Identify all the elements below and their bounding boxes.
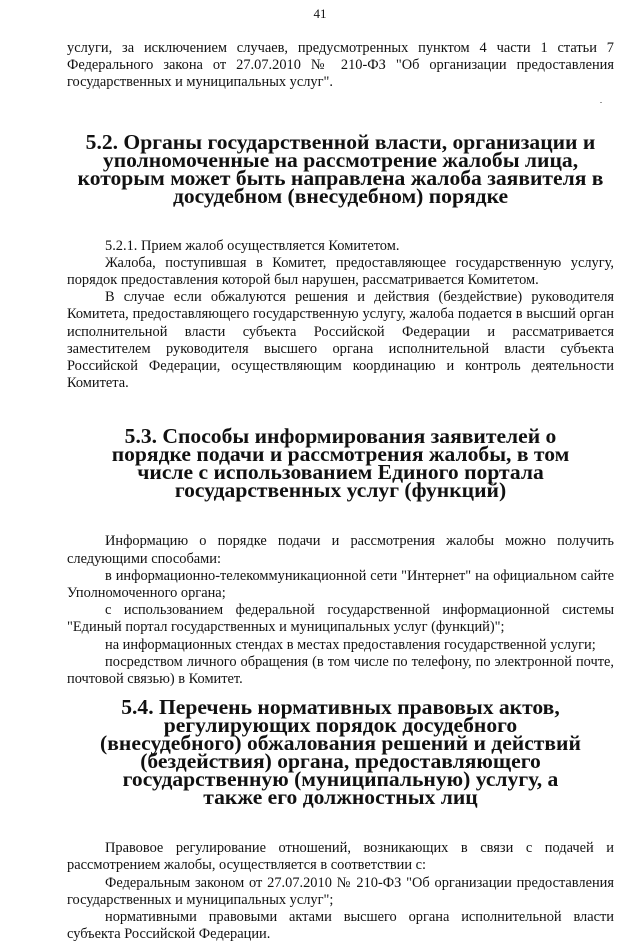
section-5-3-paragraph-2: в информационно-телекоммуникационной сети "Интернет" на официальном сайте Уполномоченного органа; (67, 567, 614, 602)
section-5-4-paragraph-1: Правовое регулирование отношений, возникающих в связи с подачей и рассмотрением жалобы, осуществляется в соответствии с: (67, 840, 614, 874)
section-5-4-paragraph-2: Федеральным законом от 27.07.2010 № 210-ФЗ "Об организации предоставления государственных и муниципальных услуг"; (67, 874, 614, 908)
intro-paragraph: услуги, за исключением случаев, предусмотренных пунктом 4 части 1 статьи 7 Федерального закона от 27.07.2010 № 210-ФЗ "Об организации предоставления государственных и муниципальных услуг". (67, 40, 614, 91)
document-body (67, 40, 614, 943)
section-5-4-heading: 5.4. Перечень нормативных правовых актов, регулирующих порядок досудебного (внесудебного) обжалования решений и действий (бездействия) органа, предоставляющего государственную (муниципальную) услугу, а также его должностных лиц (100, 695, 581, 810)
section-5-3-paragraph-4: на информационных стендах в местах предоставления государственной услуги; (105, 636, 596, 653)
section-5-2-paragraph-3: В случае если обжалуются решения и действия (бездействие) руководителя Комитета, предоставляющего государственную услугу, жалоба подается в высший орган исполнительной власти субъекта Российской Федерации и рассматривается заместителем руководителя высшего органа исполнительной власти субъекта Российской Федерации, осуществляющим координацию и контроль деятельности Комитета. (67, 289, 614, 392)
page-number: 41 (313, 6, 327, 21)
section-5-2-heading: 5.2. Органы государственной власти, организации и уполномоченные на рассмотрение жалобы лица, которым может быть направлена жалоба заявителя в досудебном (внесудебном) порядке (77, 129, 604, 208)
section-5-3-paragraph-5: посредством личного обращения (в том числе по телефону, по электронной почте, почтовой связью) в Комитет. (67, 653, 614, 688)
section-5-3-paragraph-1: Информацию о порядке подачи и рассмотрения жалобы можно получить следующими способами: (67, 533, 614, 567)
section-5-2-paragraph-1: 5.2.1. Прием жалоб осуществляется Комитетом. (105, 237, 400, 254)
section-5-3-paragraph-3: с использованием федеральной государственной информационной системы "Единый портал государственных и муниципальных услуг (функций)"; (67, 602, 614, 636)
section-5-3-heading: 5.3. Способы информирования заявителей о порядке подачи и рассмотрения жалобы, в том числе с использованием Единого портала государственных услуг (функций) (111, 424, 570, 503)
section-5-4-paragraph-3: нормативными правовыми актами высшего органа исполнительной власти субъекта Российской Федерации. (67, 909, 614, 943)
section-5-2-paragraph-2: Жалоба, поступившая в Комитет, предоставляющее государственную услугу, порядок предоставления которой был нарушен, рассматривается Комитетом. (67, 254, 614, 289)
